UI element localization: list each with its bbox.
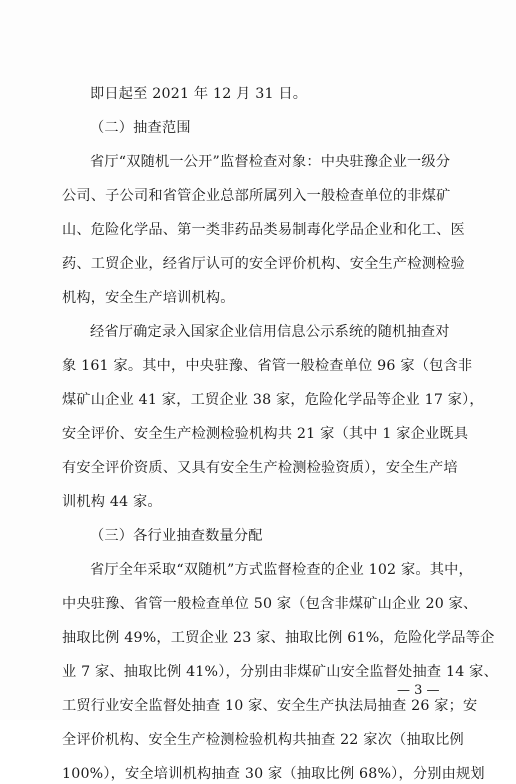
paragraph-line: 抽取比例 49%，工贸企业 23 家、抽取比例 61%，危险化学品等企 xyxy=(62,630,495,646)
paragraph-line: 经省厅确定录入国家企业信用信息公示系统的随机抽查对 xyxy=(90,324,450,340)
paragraph-line: 山、危险化学品、第一类非药品类易制毒化学品企业和化工、医 xyxy=(62,222,465,238)
paragraph-line: 机构，安全生产培训机构。 xyxy=(62,290,235,306)
paragraph-line: 煤矿山企业 41 家，工贸企业 38 家，危险化学品等企业 17 家）， xyxy=(62,392,484,408)
paragraph-line: 省厅全年采取“双随机”方式监督检查的企业 102 家。其中， xyxy=(90,562,473,578)
page-number: — 3 — xyxy=(397,683,440,698)
section-heading: （三）各行业抽查数量分配 xyxy=(90,528,263,544)
paragraph-line: 即日起至 2021 年 12 月 31 日。 xyxy=(90,86,308,102)
paragraph-line: 象 161 家。其中，中央驻豫、省管一般检查单位 96 家（包含非 xyxy=(62,358,473,374)
paragraph-line: 全评价机构、安全生产检测检验机构共抽查 22 家次（抽取比例 xyxy=(62,732,464,748)
paragraph-line: 公司、子公司和省管企业总部所属列入一般检查单位的非煤矿 xyxy=(62,188,451,204)
paragraph-line: 安全评价、安全生产检测检验机构共 21 家（其中 1 家企业既具 xyxy=(62,426,469,442)
paragraph-line: 省厅“双随机一公开”监督检查对象：中央驻豫企业一级分 xyxy=(90,154,451,170)
section-heading: （二）抽查范围 xyxy=(90,120,191,136)
paragraph-line: 业 7 家、抽取比例 41%），分别由非煤矿山安全监督处抽查 14 家、 xyxy=(62,664,498,680)
paragraph-line: 中央驻豫、省管一般检查单位 50 家（包含非煤矿山企业 20 家、 xyxy=(62,596,478,612)
paragraph-line: 100%），安全培训机构抽查 30 家（抽取比例 68%），分别由规划 xyxy=(62,766,485,782)
paragraph-line: 药、工贸企业，经省厅认可的安全评价机构、安全生产检测检验 xyxy=(62,256,465,272)
paragraph-line: 有安全评价资质、又具有安全生产检测检验资质），安全生产培 xyxy=(62,460,458,476)
paragraph-line: 训机构 44 家。 xyxy=(62,494,162,510)
paragraph-line: 工贸行业安全监督处抽查 10 家、安全生产执法局抽查 26 家；安 xyxy=(62,698,478,714)
